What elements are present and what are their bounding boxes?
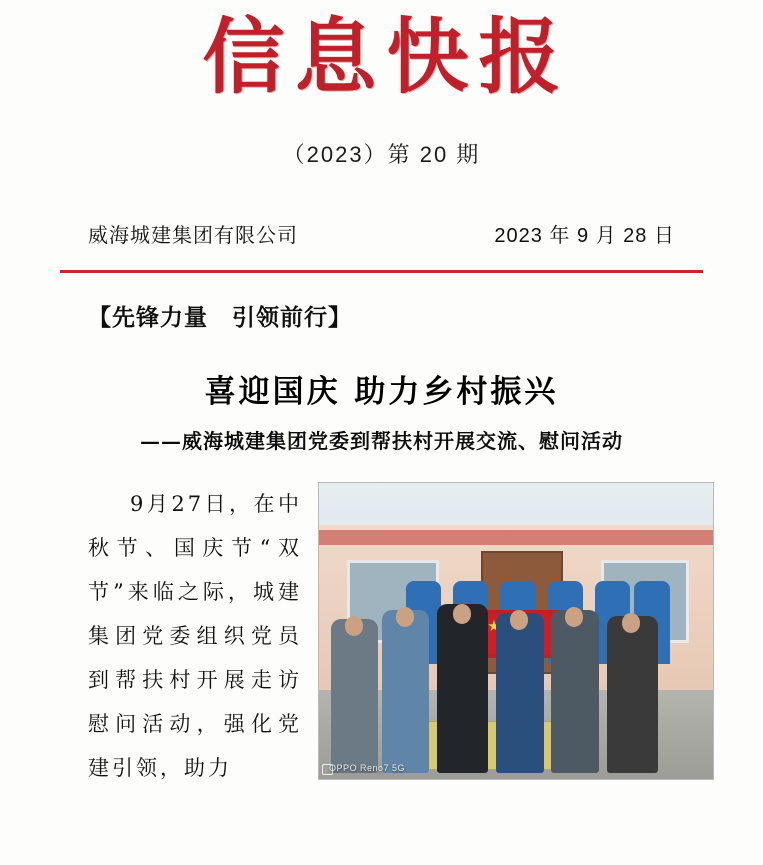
photo-person-head xyxy=(453,604,471,623)
publish-date: 2023 年 9 月 28 日 xyxy=(494,225,675,248)
photo-person-head xyxy=(396,607,414,626)
article-photo xyxy=(318,482,714,780)
photo-person-head xyxy=(510,610,528,629)
photo-person xyxy=(496,613,543,773)
photo-person xyxy=(607,616,658,773)
photo-watermark: OPPO Reno7 5G xyxy=(329,763,406,774)
publisher-row xyxy=(0,219,763,248)
photo-person xyxy=(331,619,378,773)
photo-person xyxy=(382,610,429,773)
column-heading: 【先锋力量 引领前行】 xyxy=(88,304,352,332)
photo-person xyxy=(437,604,488,773)
photo-person xyxy=(551,610,598,773)
article-body-area xyxy=(0,482,763,790)
issue-number: （2023）第 20 期 xyxy=(282,142,481,168)
publisher-name: 威海城建集团有限公司 xyxy=(88,225,298,248)
header-divider xyxy=(60,270,703,273)
article-paragraph: 9月27日，在中秋节、国庆节“双节”来临之际，城建集团党委组织党员到帮扶村开展走访慰问活动，强化党建引领，助力 xyxy=(88,492,302,781)
masthead-title: 信息快报 xyxy=(202,9,571,105)
article-body-column xyxy=(88,482,302,790)
article-headline: 喜迎国庆 助力乡村振兴 xyxy=(204,374,559,411)
photo-person-head xyxy=(622,613,640,632)
article-subheadline: ——威海城建集团党委到帮扶村开展交流、慰问活动 xyxy=(140,429,623,454)
photo-person-head xyxy=(345,616,363,635)
photo-person-head xyxy=(565,607,583,626)
photo-wall-band xyxy=(319,530,713,545)
masthead xyxy=(0,0,763,169)
